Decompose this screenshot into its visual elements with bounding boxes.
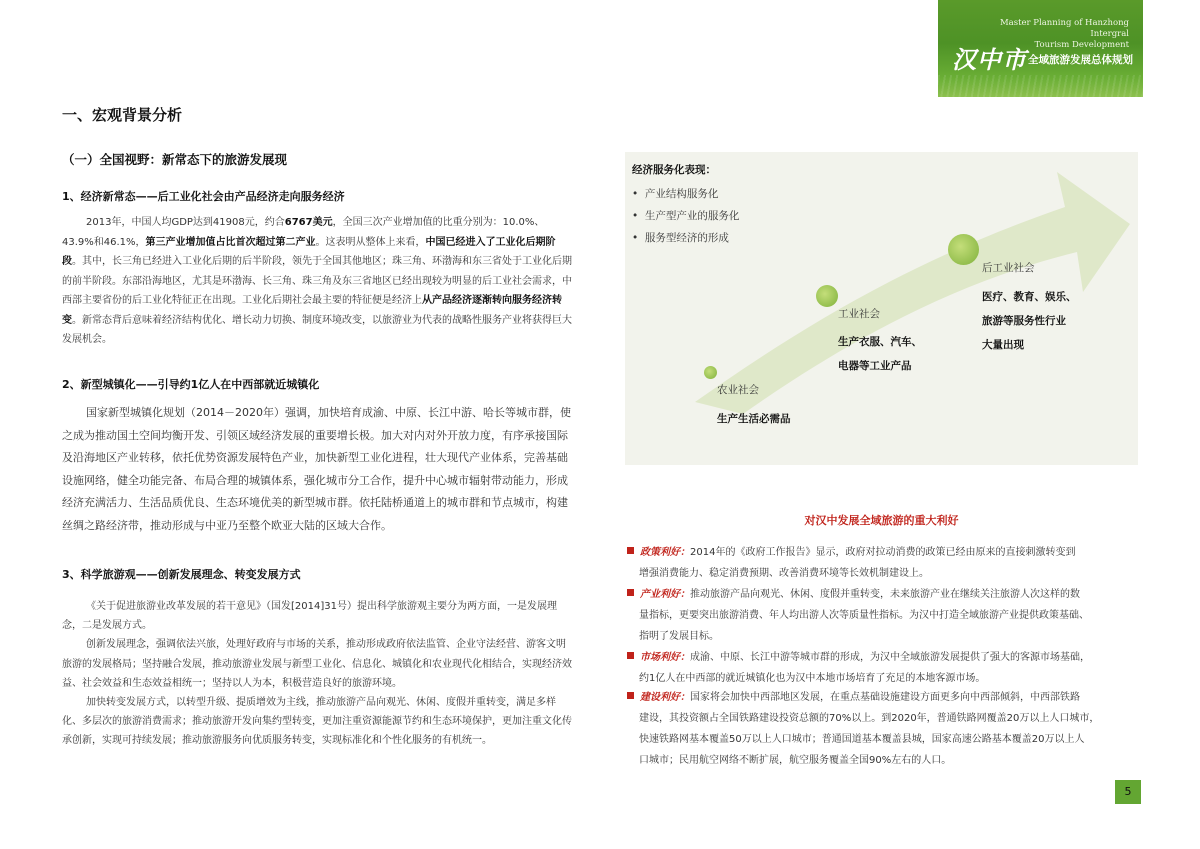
item2-heading: 2、新型城镇化——引导约1亿人在中西部就近城镇化 bbox=[62, 378, 320, 391]
stage-label-agricultural: 农业社会 bbox=[717, 384, 759, 396]
benefits-title: 对汉中发展全域旅游的重大利好 bbox=[804, 514, 959, 527]
stage-product-industrial bbox=[838, 330, 922, 378]
benefit-construction bbox=[627, 687, 1142, 771]
benefit-text: 推动旅游产品向观光、休闲、度假并重转变，未来旅游产业在继续关注旅游人次这样的数 bbox=[690, 589, 1080, 600]
stage-label-industrial: 工业社会 bbox=[838, 308, 880, 320]
item1-emph-tertiary: 第三产业增加值占比首次超过第二产业 bbox=[145, 236, 316, 248]
brand-logo: 汉中市 bbox=[952, 45, 1027, 74]
item1-heading: 1、经济新常态——后工业化社会由产品经济走向服务经济 bbox=[62, 190, 345, 203]
stage-product-line: 旅游等服务性行业 bbox=[982, 315, 1066, 327]
stage-product-line: 生产衣服、汽车、 bbox=[838, 336, 922, 348]
stage-marker-postindustrial bbox=[948, 234, 979, 265]
stage-product-postindustrial bbox=[982, 285, 1077, 357]
item1-text-b: ，全国三次产业增加值的比重分别为：10.0%、43.9%和46.1%， bbox=[62, 217, 545, 248]
benefit-label: 产业利好： bbox=[640, 589, 690, 600]
benefit-text-cont: 约1亿人在中西部的就近城镇化也为汉中本地市场培育了充足的本地客源市场。 bbox=[639, 673, 986, 684]
diagram-bullet: • 生产型产业的服务化 bbox=[632, 210, 740, 222]
item1-text-c: 。这表明从整体上来看， bbox=[315, 236, 426, 248]
brand-subtitle: 全域旅游发展总体规划 bbox=[1028, 54, 1133, 66]
diagram-bullet-list bbox=[632, 186, 739, 252]
benefit-label: 市场利好： bbox=[640, 652, 690, 663]
benefit-text: 2014年的《政府工作报告》显示，政府对拉动消费的政策已经由原来的直接刺激转变到 bbox=[690, 547, 1076, 558]
benefit-text: 成渝、中原、长江中游等城市群的形成，为汉中全域旅游发展提供了强大的客源市场基础， bbox=[690, 652, 1090, 663]
diagram-bullet-text: 生产型产业的服务化 bbox=[644, 210, 740, 222]
item3-para-1: 《关于促进旅游业改革发展的若干意见》（国发[2014]31号）提出科学旅游观主要分为两方面，一是发展理念，二是发展方式。 bbox=[62, 601, 557, 632]
diagram-bullet-text: 服务型经济的形成 bbox=[644, 232, 729, 244]
benefit-market bbox=[627, 647, 1142, 689]
item2-paragraph: 国家新型城镇化规划（2014－2020年）强调，加快培育成渝、中原、长江中游、哈长等城市群，使之成为推动国土空间均衡开发、引领区域经济发展的重要增长极。加大对内对外开放力度，有序承接国际及沿海地区产业转移，依托优势资源发展特色产业，加快新型工业化进程，壮大现代产业体系，完善基础设施网络，健全功能完备、布局合理的城镇体系，强化城市分工合作，提升中心城市辐射带动能力，形成经济充满活力、生活品质优良、生态环境优美的新型城市群。依托陆桥通道上的城市群和节点城市，构建丝绸之路经济带，推动形成与中亚乃至整个欧亚大陆的区域大合作。 bbox=[62, 406, 571, 532]
diagram-bullet-text: 产业结构服务化 bbox=[644, 188, 719, 200]
diagram-bullet: • 服务型经济的形成 bbox=[632, 232, 729, 244]
stage-product-line: 医疗、教育、娱乐、 bbox=[982, 291, 1077, 303]
benefit-label: 建设利好： bbox=[640, 692, 690, 703]
bullet-square-icon bbox=[627, 692, 634, 699]
bullet-square-icon bbox=[627, 652, 634, 659]
item3-paragraphs bbox=[62, 597, 574, 751]
item1-text-e: 。新常态背后意味着经济结构优化、增长动力切换、制度环境改变，以旅游业为代表的战略性服务产业将获得巨大发展机会。 bbox=[62, 314, 572, 345]
item1-emph-service: 从产品经济逐渐转向服务经济转变 bbox=[62, 295, 562, 326]
subsection-title: （一）全国视野：新常态下的旅游发展现 bbox=[62, 152, 288, 167]
stage-marker-agricultural bbox=[704, 366, 717, 379]
stage-label-postindustrial: 后工业社会 bbox=[982, 262, 1035, 274]
brand-english-line2: Tourism Development bbox=[1034, 40, 1129, 50]
benefit-text: 国家将会加快中西部地区发展，在重点基础设施建设方面更多向中西部倾斜，中西部铁路 bbox=[690, 692, 1080, 703]
item1-emph-stage: 中国已经进入了工业化后期阶段 bbox=[62, 236, 556, 267]
economy-service-diagram bbox=[625, 152, 1138, 465]
bullet-square-icon bbox=[627, 547, 634, 554]
benefit-policy bbox=[627, 542, 1142, 584]
stage-product-line: 电器等工业产品 bbox=[838, 360, 912, 372]
diagram-title: 经济服务化表现： bbox=[632, 164, 716, 176]
benefit-text-cont: 口城市；民用航空网络不断扩展，航空服务覆盖全国90%左右的人口。 bbox=[639, 755, 952, 766]
item1-paragraph bbox=[62, 213, 574, 350]
benefit-industry bbox=[627, 584, 1142, 647]
benefit-label: 政策利好： bbox=[640, 547, 690, 558]
page-number: 5 bbox=[1115, 780, 1141, 804]
brand-english-line1: Master Planning of Hanzhong Intergral bbox=[999, 18, 1129, 39]
stage-marker-industrial bbox=[816, 285, 838, 307]
grass-texture bbox=[938, 75, 1143, 97]
benefit-text-cont: 指明了发展目标。 bbox=[639, 631, 719, 642]
stage-product-line: 大量出现 bbox=[982, 339, 1024, 351]
bullet-square-icon bbox=[627, 589, 634, 596]
item3-para-3: 加快转变发展方式，以转型升级、提质增效为主线，推动旅游产品向观光、休闲、度假并重转变，满足多样化、多层次的旅游消费需求；推动旅游开发向集约型转变，更加注重资源能源节约和生态环境保护，更加注重文化传承创新，实现可持续发展；推动旅游服务向优质服务转变，实现标准化和个性化服务的有机统一。 bbox=[62, 697, 572, 747]
item1-text-d: 。其中，长三角已经进入工业化后期的后半阶段，领先于全国其他地区；珠三角、环渤海和东三省处于工业化后期的前半阶段。东部沿海地区，尤其是环渤海、长三角、珠三角及东三省地区已经出现较为明显的后工业社会需求，中西部主要省份的后工业化特征正在出现。工业化后期社会最主要的特征便是经济上 bbox=[62, 256, 572, 306]
benefit-text-cont: 量指标，更要突出旅游消费、年人均出游人次等质量性指标。为汉中打造全域旅游产业提供政策基础、 bbox=[639, 610, 1089, 621]
stage-product-agricultural: 生产生活必需品 bbox=[717, 413, 791, 425]
benefit-text-cont: 建设，其投资额占全国铁路建设投资总额的70%以上。到2020年，普通铁路网覆盖20万以上人口城市， bbox=[639, 713, 1100, 724]
section-title: 一、宏观背景分析 bbox=[62, 106, 183, 124]
item3-para-2: 创新发展理念，强调依法兴旅，处理好政府与市场的关系，推动形成政府依法监管、企业守法经营、游客文明旅游的发展格局；坚持融合发展，推动旅游业发展与新型工业化、信息化、城镇化和农业现代化相结合，实现经济效益、社会效益和生态效益相统一；坚持以人为本，积极营造良好的旅游环境。 bbox=[62, 639, 572, 689]
item1-emph-gdp: 6767美元 bbox=[284, 217, 333, 228]
diagram-bullet: • 产业结构服务化 bbox=[632, 188, 719, 200]
header-brand-banner bbox=[938, 0, 1143, 97]
benefit-text-cont: 增强消费能力、稳定消费预期、改善消费环境等长效机制建设上。 bbox=[639, 568, 929, 579]
item1-text-a: 2013年，中国人均GDP达到41908元，约合 bbox=[86, 217, 285, 228]
benefit-text-cont: 快速铁路网基本覆盖50万以上人口城市；普通国道基本覆盖县城，国家高速公路基本覆盖20万以上人 bbox=[639, 734, 1085, 745]
item3-heading: 3、科学旅游观——创新发展理念、转变发展方式 bbox=[62, 568, 301, 581]
